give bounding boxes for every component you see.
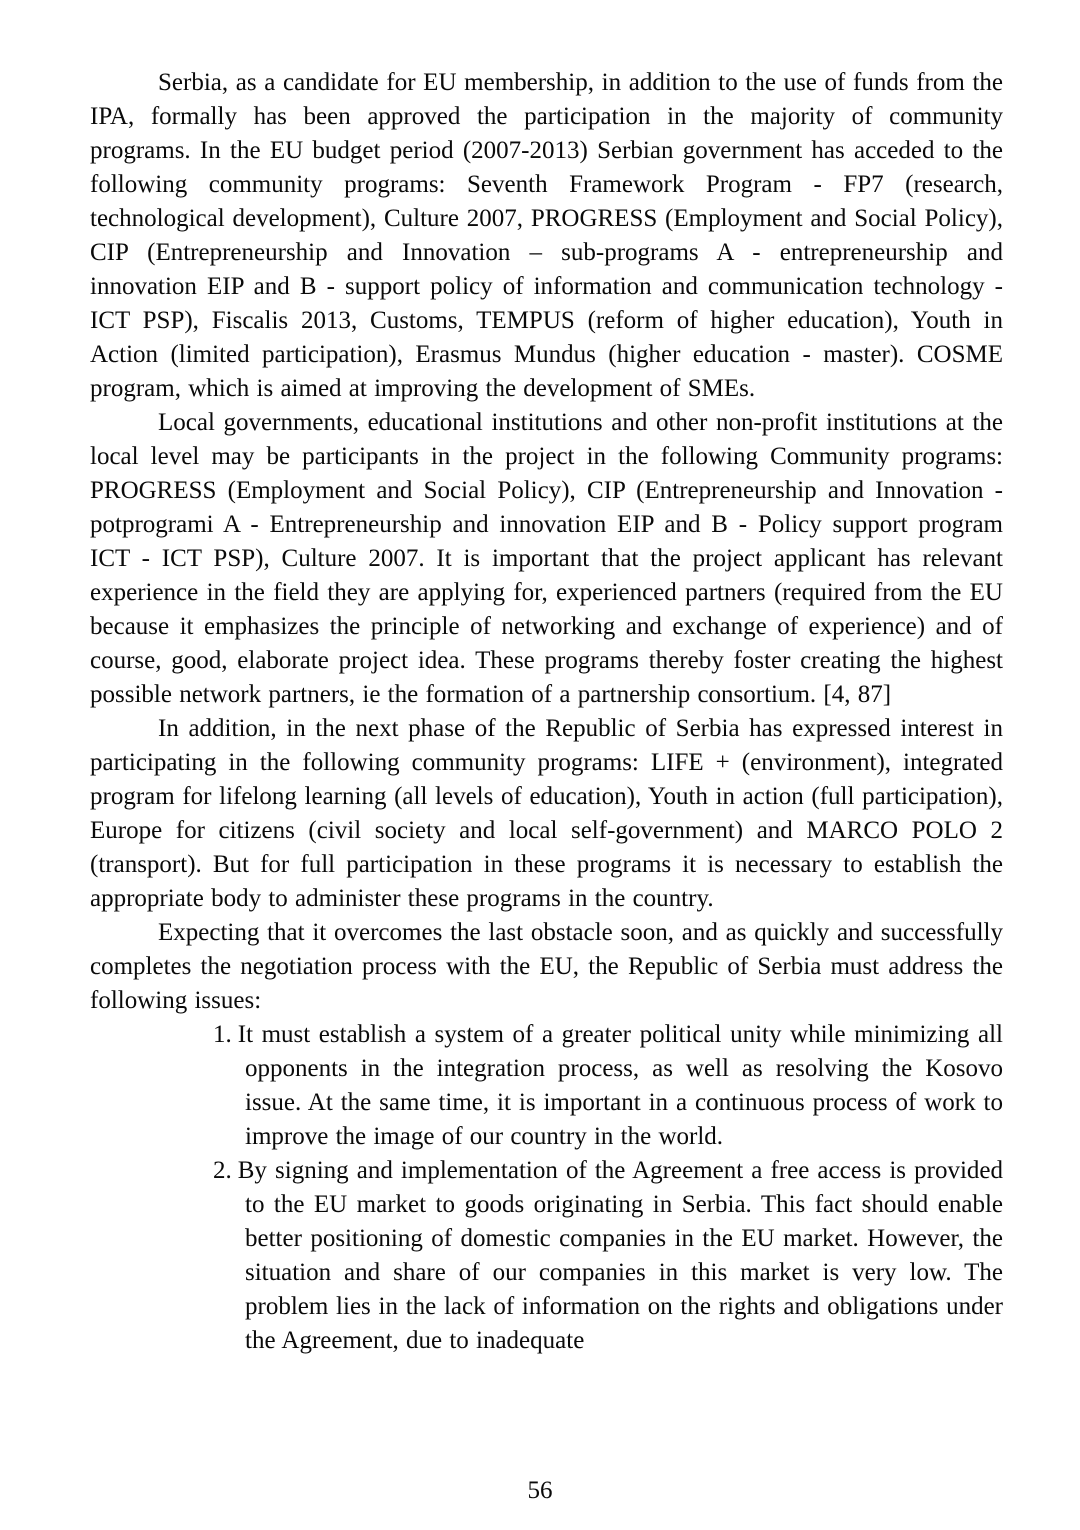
paragraph-negotiation-issues: Expecting that it overcomes the last obstacle soon, and as quickly and successfully completes the negotiation process with the EU, the Republic of Serbia must address the following issues: xyxy=(90,919,1003,1014)
numbered-list xyxy=(90,1018,1003,1358)
page-number: 56 xyxy=(527,1477,553,1504)
list-item-1-text: It must establish a system of a greater political unity while minimizing all opponents in the integration process, as well as resolving the Kosovo issue. At the same time, it is important in a continuous process of work to improve the image of our country in the world. xyxy=(237,1021,1003,1150)
list-item-2 xyxy=(90,1154,1003,1358)
paragraph-community-programs: Serbia, as a candidate for EU membership, in addition to the use of funds from the IPA, formally has been approved the participation in the majority of community programs. In the EU budget period (2007-2013) Serbian government has acceded to the following community programs: Seventh Framework Program - FP7 (research, technological development), Culture 2007, PROGRESS (Employment and Social Policy), CIP (Entrepreneurship and Innovation – sub-programs A - entrepreneurship and innovation EIP and B - support policy of information and communication technology - ICT PSP), Fiscalis 2013, Customs, TEMPUS (reform of higher education), Youth in Action (limited participation), Erasmus Mundus (higher education - master). COSME program, which is aimed at improving the development of SMEs. xyxy=(90,69,1003,402)
paragraph-local-governments: Local governments, educational institutions and other non-profit institutions at the local level may be participants in the project in the following Community programs: PROGRESS (Employment and Social Policy), CIP (Entrepreneurship and Innovation -potprogrami A - Entrepreneurship and innovation EIP and B - Policy support program ICT - ICT PSP), Culture 2007. It is important that the project applicant has relevant experience in the field they are applying for, experienced partners (required from the EU because it emphasizes the principle of networking and exchange of experience) and of course, good, elaborate project idea. These programs thereby foster creating the highest possible network partners, ie the formation of a partnership consortium. [4, 87] xyxy=(90,409,1003,708)
list-item-1-number: 1. xyxy=(213,1021,232,1048)
list-item-2-text: By signing and implementation of the Agreement a free access is provided to the EU market to goods originating in Serbia. This fact should enable better positioning of domestic companies in the EU market. However, the situation and share of our companies in this market is very low. The problem lies in the lack of information on the rights and obligations under the Agreement, due to inadequate xyxy=(237,1157,1003,1354)
list-item-2-number: 2. xyxy=(213,1157,232,1184)
paragraph-next-phase-interest: In addition, in the next phase of the Republic of Serbia has expressed interest in participating in the following community programs: LIFE + (environment), integrated program for lifelong learning (all levels of education), Youth in action (full participation), Europe for citizens (civil society and local self-government) and MARCO POLO 2 (transport). But for full participation in these programs it is necessary to establish the appropriate body to administer these programs in the country. xyxy=(90,715,1003,912)
list-item-1 xyxy=(90,1018,1003,1154)
